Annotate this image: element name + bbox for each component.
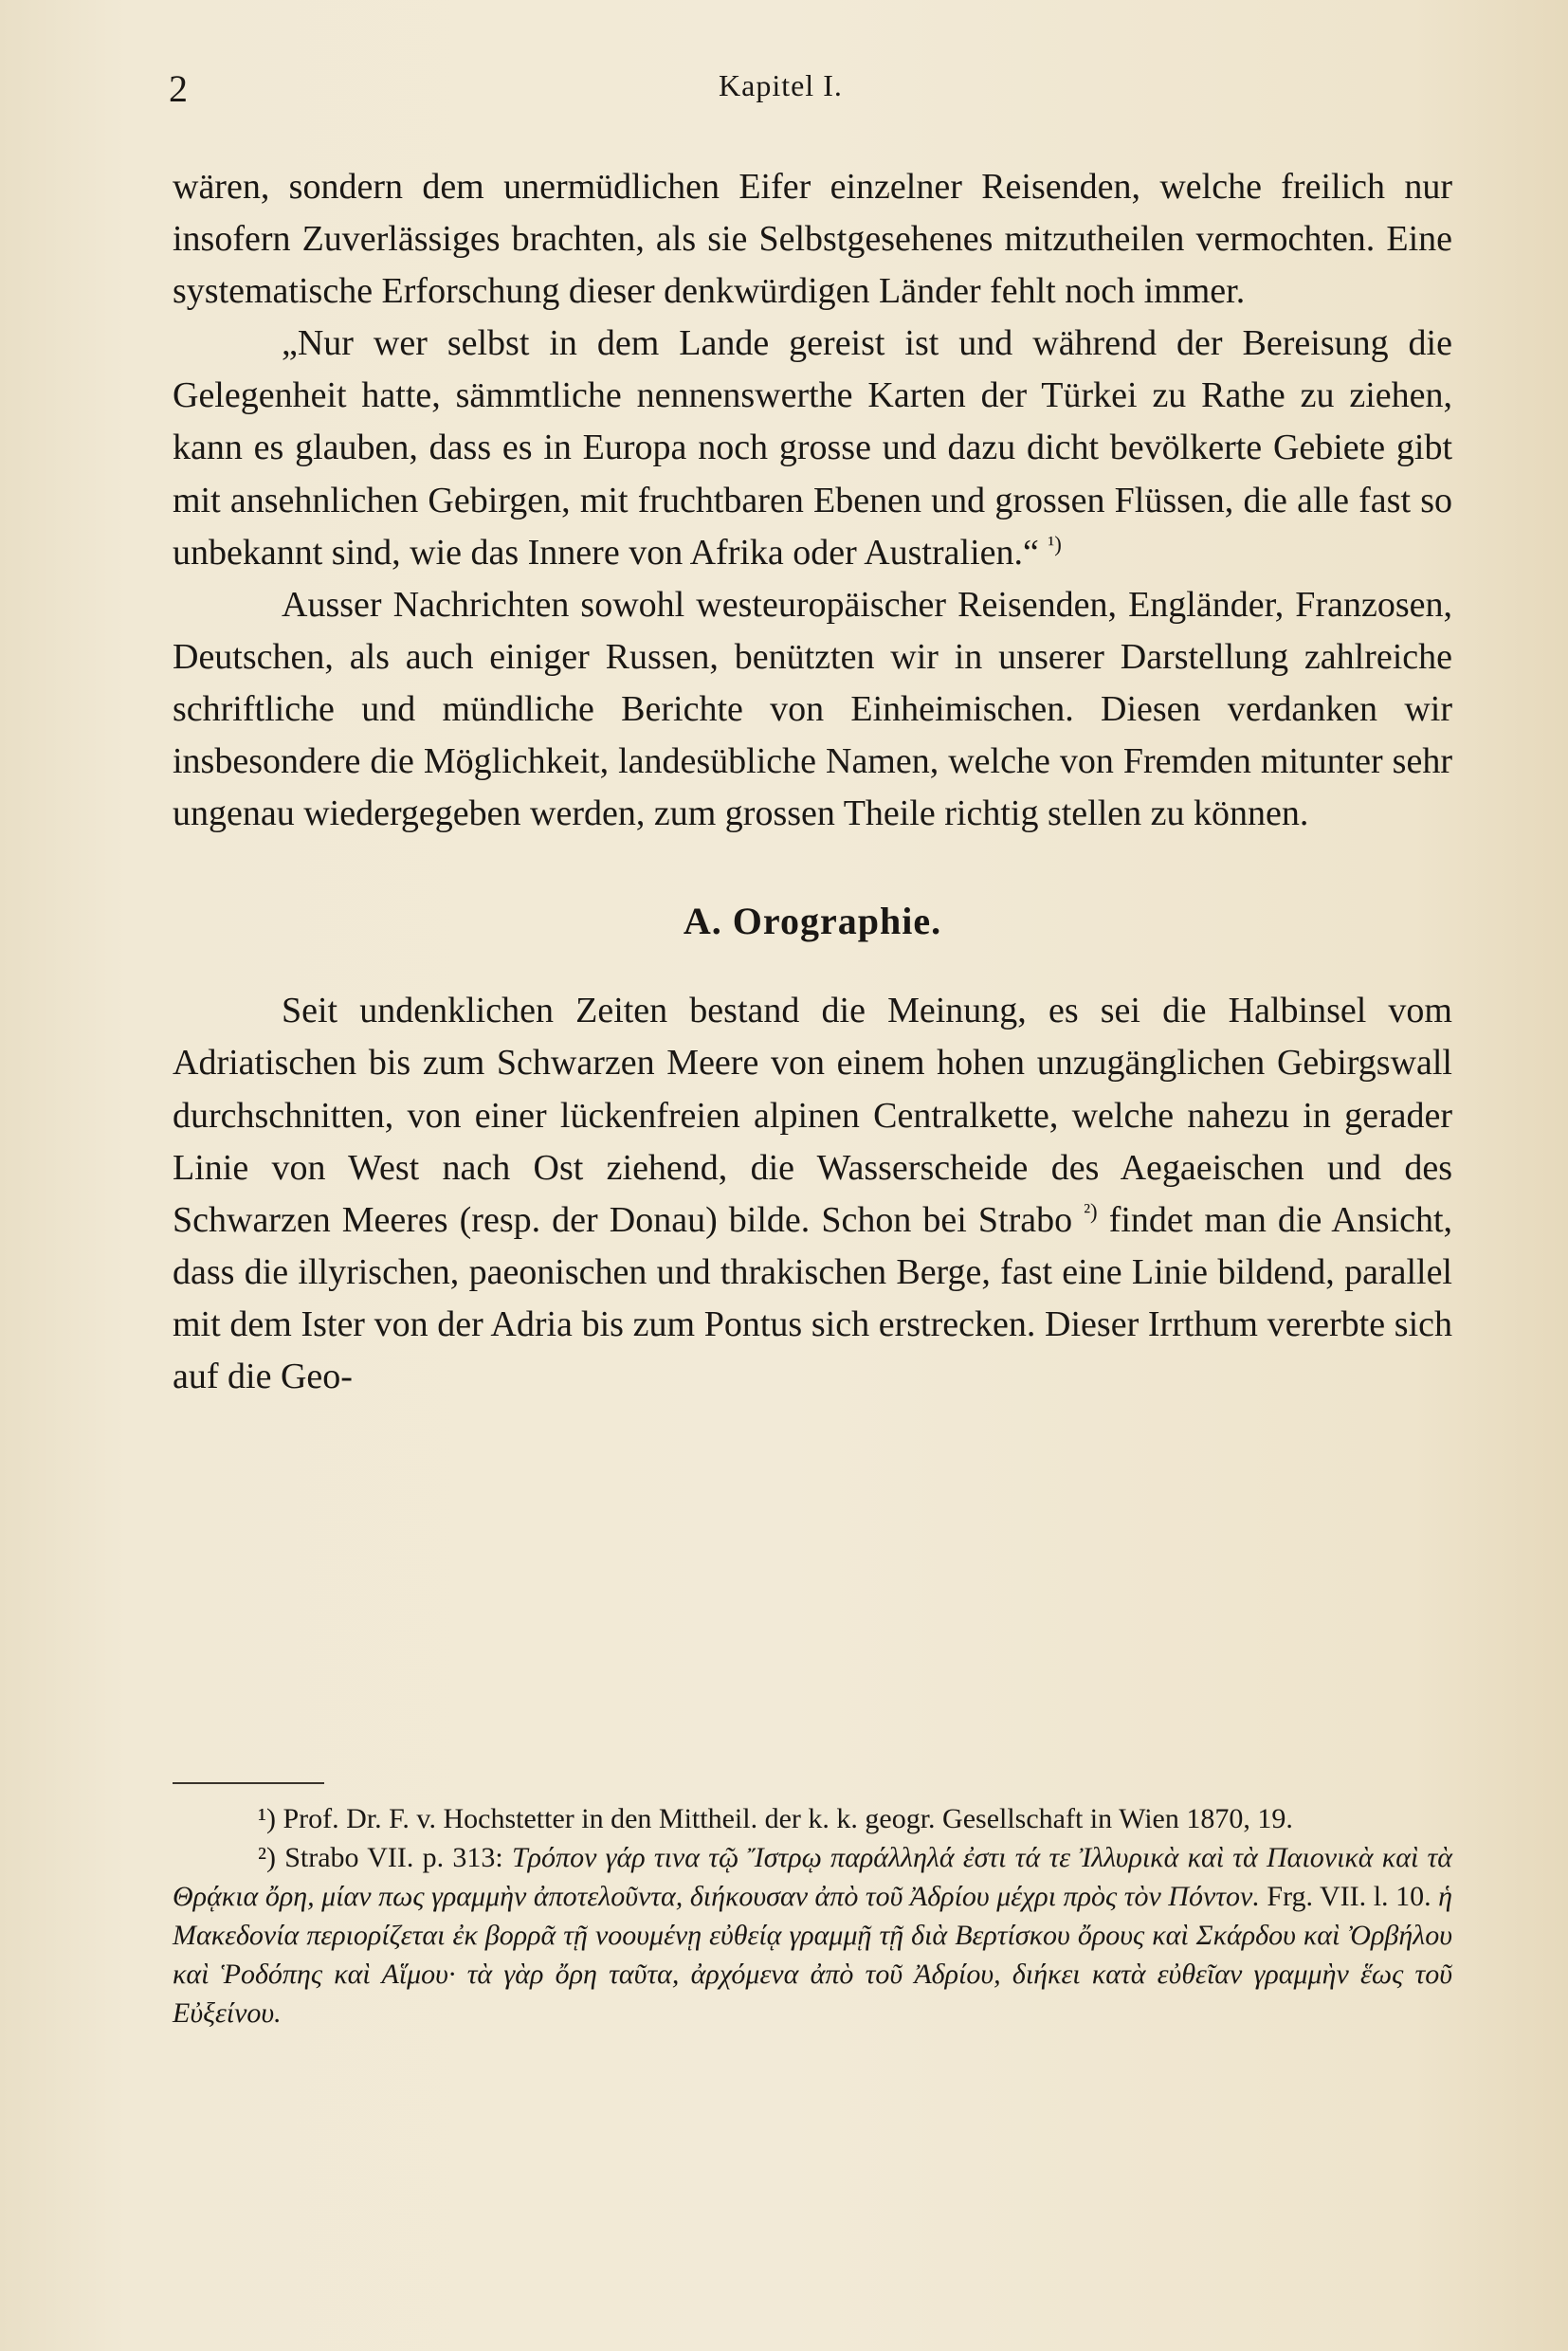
footnote-1: ¹) Prof. Dr. F. v. Hochstetter in den Mittheil. der k. k. geogr. Gesellschaft in Wien 1870, 19.: [258, 1803, 1293, 1834]
footnote-ref-2: ²): [1084, 1199, 1098, 1224]
running-head: Kapitel I.: [719, 68, 843, 102]
footnote-2-greek-1: Τρόπον γάρ τινα τῷ Ἴστρῳ παράλληλά ἐστι τά τε Ἰλλυρικὰ καὶ τὰ Παιονικὰ καὶ τὰ Θρᾴκια ὄρη, μίαν πως γραμμὴν ἀποτελοῦντα, διήκουσαν ἀπὸ τοῦ Ἀδρίου μέχρι πρὸς τὸν Πόντον.: [173, 1842, 1453, 1912]
footnotes: [173, 1799, 1452, 2032]
paragraph-4-part-a: Seit undenklichen Zeiten bestand die Meinung, es sei die Halbinsel vom Adriatischen bis zum Schwarzen Meere von einem hohen unzugänglichen Gebirgswall durchschnitten, von einer lückenfreien alpinen Centralkette, welche nahezu in gerader Linie von West nach Ost ziehend, die Wasserscheide des Aegaeischen und des Schwarzen Meeres (resp. der Donau) bilde. Schon bei Strabo: [173, 991, 1452, 1240]
footnote-ref-1: ¹): [1048, 532, 1062, 556]
paragraph-1: wären, sondern dem unermüdlichen Eifer einzelner Reisenden, welche freilich nur insofern Zuverlässiges brachten, als sie Selbstgesehenes mitzutheilen vermochten. Eine systematische Erforschung dieser denkwürdigen Länder fehlt noch immer.: [173, 167, 1452, 312]
paragraph-4: [173, 985, 1452, 1403]
footnote-divider: [173, 1782, 324, 1784]
paragraph-4-part-b: findet man die Ansicht, dass die illyrischen, paeonischen und thrakischen Berge, fast eine Linie bildend, parallel mit dem Ister von der Adria bis zum Pontus sich erstrecken. Dieser Irrthum vererbte sich auf die Geo-: [173, 1199, 1453, 1396]
footnote-2: [173, 1838, 1452, 2032]
paragraph-3: Ausser Nachrichten sowohl westeuropäischer Reisenden, Engländer, Franzosen, Deutschen, als auch einiger Russen, benützten wir in unserer Darstellung zahlreiche schriftliche und mündliche Berichte von Einheimischen. Diesen verdanken wir insbesondere die Möglichkeit, landesübliche Namen, welche von Fremden mitunter sehr ungenau wiedergegeben werden, zum grossen Theile richtig stellen zu können.: [173, 584, 1452, 834]
page-number: 2: [169, 67, 188, 110]
page-header: [169, 66, 1458, 123]
paragraph-2-quote: [173, 318, 1452, 578]
footnote-2-label: ²) Strabo VII. p. 313:: [258, 1842, 503, 1873]
section-heading: A. Orographie.: [683, 900, 942, 943]
main-text: [173, 161, 1452, 1403]
footnote-2-fragment: Frg. VII. l. 10.: [1267, 1881, 1431, 1912]
quote-text: „Nur wer selbst in dem Lande gereist ist und während der Bereisung die Gelegenheit hatte, sämmtliche nennenswerthe Karten der Türkei zu Rathe zu ziehen, kann es glauben, dass es in Europa noch grosse und dazu dicht bevölkerte Gebiete gibt mit ansehnlichen Gebirgen, mit fruchtbaren Ebenen und grossen Flüssen, die alle fast so unbekannt sind, wie das Innere von Afrika oder Australien.“: [173, 323, 1452, 573]
footnote-2-greek-2: ἡ Μακεδονία περιορίζεται ἐκ βορρᾶ τῇ νοουμένῃ εὐθείᾳ γραμμῇ τῇ διὰ Βερτίσκου ὄρους καὶ Σκάρδου καὶ Ὀρβήλου καὶ Ῥοδόπης καὶ Αἵμου· τὰ γὰρ ὄρη ταῦτα, ἀρχόμενα ἀπὸ τοῦ Ἀδρίου, διήκει κατὰ εὐθεῖαν γραμμὴν ἕως τοῦ Εὐξείνου.: [173, 1881, 1453, 2029]
